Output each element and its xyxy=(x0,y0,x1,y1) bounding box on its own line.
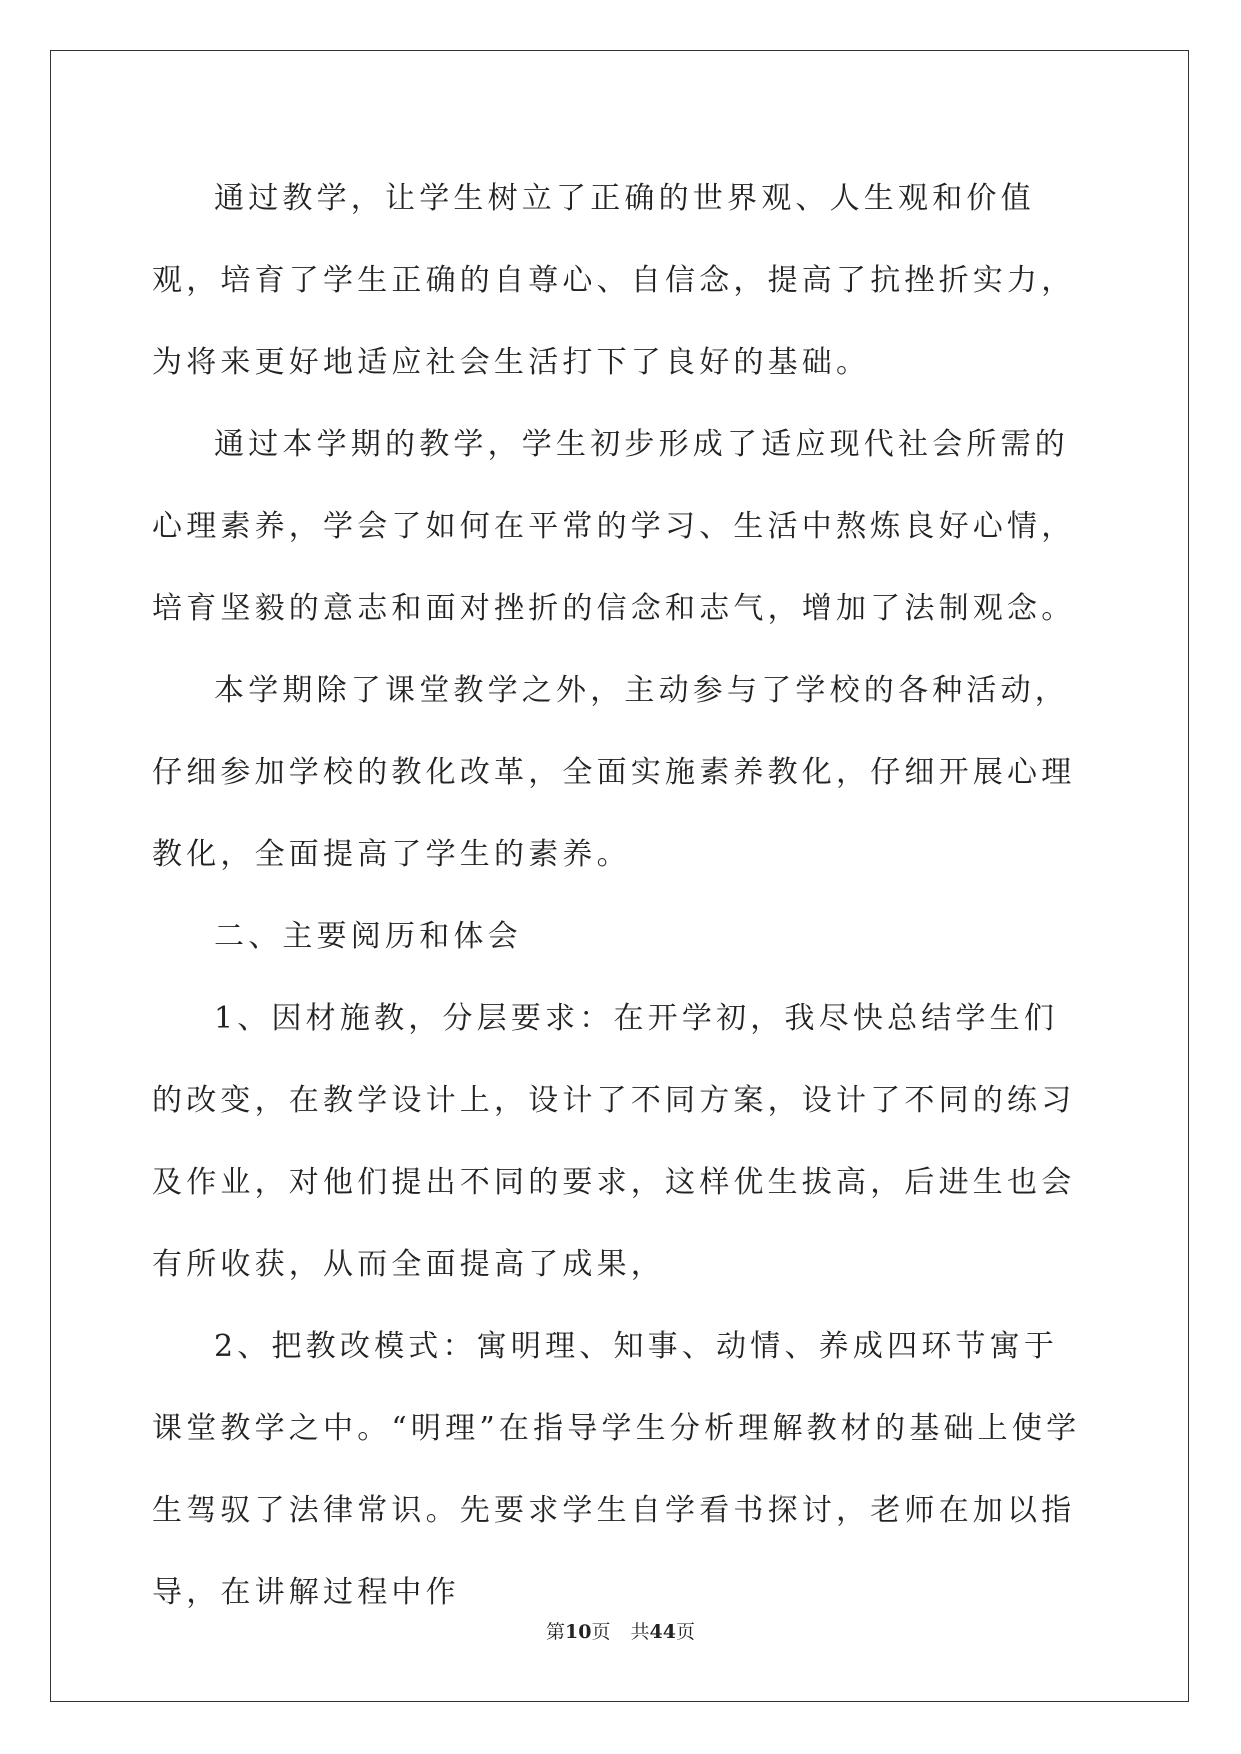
paragraph: 通过教学，让学生树立了正确的世界观、人生观和价值观，培育了学生正确的自尊心、自信念，提高了抗挫折实力，为将来更好地适应社会生活打下了良好的基础。 xyxy=(152,181,1076,380)
current-page-number: 10 xyxy=(565,1621,592,1643)
footer-prefix: 第 xyxy=(546,1621,566,1643)
page-footer xyxy=(0,1617,1241,1644)
total-pages-number: 44 xyxy=(649,1621,676,1643)
paragraph: 本学期除了课堂教学之外，主动参与了学校的各种活动，仔细参加学校的教化改革，全面实施素养教化，仔细开展心理教化，全面提高了学生的素养。 xyxy=(152,673,1076,872)
footer-total-suffix: 页 xyxy=(675,1621,695,1643)
document-body xyxy=(152,158,1092,1634)
section-heading: 二、主要阅历和体会 xyxy=(214,919,522,954)
paragraph: 1、因材施教，分层要求：在开学初，我尽快总结学生们的改变，在教学设计上，设计了不同方案，设计了不同的练习及作业，对他们提出不同的要求，这样优生拔高，后进生也会有所收获，从而全面提高了成果， xyxy=(152,1001,1076,1282)
footer-total-prefix: 共 xyxy=(630,1621,650,1643)
paragraph: 通过本学期的教学，学生初步形成了适应现代社会所需的心理素养，学会了如何在平常的学习、生活中熬炼良好心情，培育坚毅的意志和面对挫折的信念和志气，增加了法制观念。 xyxy=(152,427,1076,626)
footer-page-suffix: 页 xyxy=(591,1621,611,1643)
paragraph: 2、把教改模式：寓明理、知事、动情、养成四环节寓于课堂教学之中。“明理”在指导学生分析理解教材的基础上使学生驾驭了法律常识。先要求学生自学看书探讨，老师在加以指导，在讲解过程中作 xyxy=(152,1329,1081,1610)
